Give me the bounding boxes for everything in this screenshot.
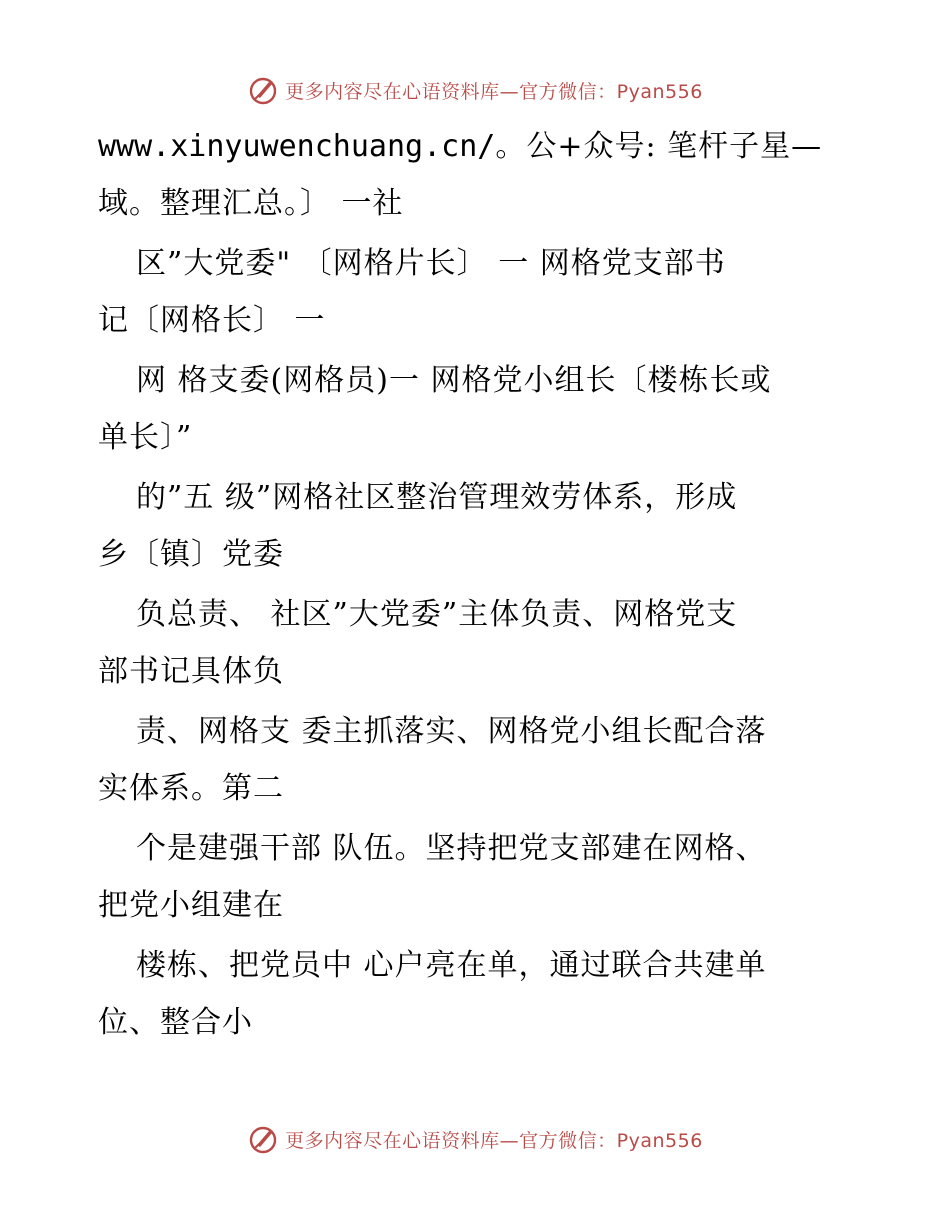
body-line-14: 把党小组建在 — [98, 888, 284, 923]
body-line-1 — [98, 125, 822, 169]
footer-banner-text: 更多内容尽在心语资料库—官方微信：Pyan556 — [285, 1129, 703, 1152]
body-line-9: 负总责、 社区”大党委”主体负责、网格党支 — [136, 597, 738, 632]
body-line-6: 单长〕” — [98, 420, 193, 455]
header-banner-text: 更多内容尽在心语资料库—官方微信：Pyan556 — [285, 80, 703, 103]
body-line-4: 记〔网格长〕 一 — [98, 303, 326, 338]
body-line-16: 位、整合小 — [98, 1005, 253, 1040]
body-line-7: 的”五 级”网格社区整治管理效劳体系，形成 — [136, 480, 738, 515]
body-line-8: 乡〔镇〕党委 — [98, 537, 284, 572]
body-line-1-text: 。公+众号: 笔杆子星— — [495, 129, 823, 164]
body-line-3: 区”大党委" 〔网格片长〕 一 网格党支部书 — [136, 246, 726, 281]
footer-banner — [0, 1119, 950, 1159]
quill-seal-logo-icon — [247, 1123, 279, 1155]
body-line-5: 网 格支委(网格员)一 网格党小组长〔楼栋长或 — [136, 363, 772, 398]
quill-seal-logo-icon — [247, 74, 279, 106]
body-line-13: 个是建强干部 队伍。坚持把党支部建在网格、 — [136, 831, 767, 866]
header-banner — [0, 70, 950, 110]
body-line-10: 部书记具体负 — [98, 654, 284, 689]
body-line-12: 实体系。第二 — [98, 771, 284, 806]
body-line-11: 责、网格支 委主抓落实、网格党小组长配合落 — [136, 714, 767, 749]
body-line-2: 域。整理汇总。〕 一社 — [98, 186, 404, 221]
body-line-15: 楼栋、把党员中 心户亮在单，通过联合共建单 — [136, 948, 767, 983]
source-url: www.xinyuwenchuang.cn/ — [98, 129, 496, 164]
